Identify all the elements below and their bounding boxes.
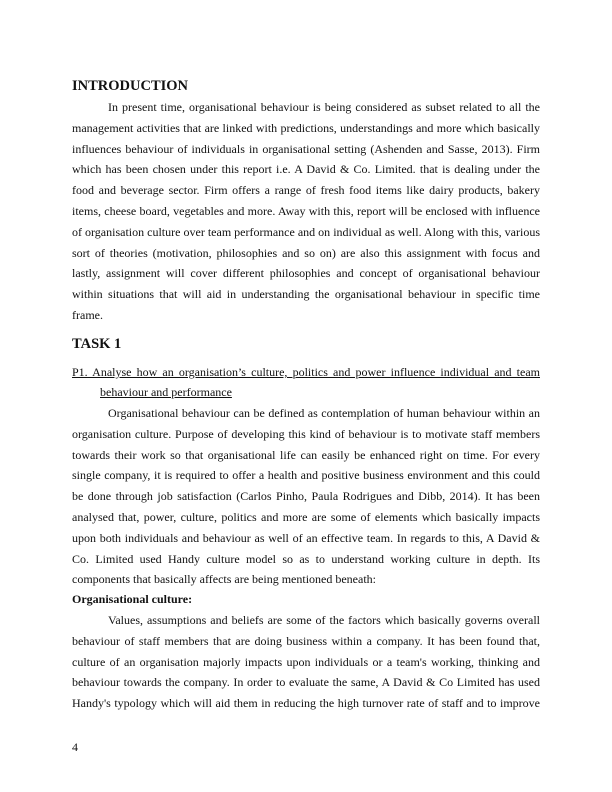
p1-subheading-block <box>72 363 540 402</box>
task1-body <box>72 403 540 590</box>
p1-subheading-text: P1. Analyse how an organisation’s culture, politics and power influence individual and team behaviour and performance <box>72 365 540 399</box>
introduction-body <box>72 97 540 326</box>
culture-body <box>72 610 540 714</box>
introduction-paragraph: In present time, organisational behaviour is being considered as subset related to all the management activities that are linked with predictions, understandings and more which basically influences behaviour of individuals in organisational setting (Ashenden and Sasse, 2013). Firm which has been chosen under this report i.e. A David & Co. Limited. that is dealing under the food and beverage sector. Firm offers a range of fresh food items like dairy products, bakery items, cheese board, vegetables and more. Away with this, report will be enclosed with influence of organisation culture over team performance and on individual as well. Along with this, various sort of theories (motivation, philosophies and so on) are also this assignment with focus and lastly, assignment will cover different philosophies and concept of organisational behaviour within situations that will aid in understanding the organisational behaviour in specific time frame. <box>72 100 540 322</box>
organisational-culture-paragraph: Values, assumptions and beliefs are some of the factors which basically governs overall behaviour of staff members that are doing business within a company. It has been found that, culture of an organisation majorly impacts upon individuals or a team's working, thinking and behaviour towards the company. In order to evaluate the same, A David & Co Limited has used Handy's typology which will aid them in reducing the high turnover rate of staff and to improve <box>72 613 540 711</box>
introduction-heading: INTRODUCTION <box>72 78 189 94</box>
task1-heading: TASK 1 <box>72 336 122 352</box>
organisational-culture-heading: Organisational culture: <box>72 592 193 606</box>
introduction-section <box>72 77 540 95</box>
task1-paragraph: Organisational behaviour can be defined as contemplation of human behaviour within an organisation culture. Purpose of developing this kind of behaviour is to motivate staff members towards their work so that organisational life can easily be enhanced right on time. For every single company, it is required to offer a health and positive business environment and this could be done through job satisfaction (Carlos Pinho, Paula Rodrigues and Dibb, 2014). It has been analysed that, power, culture, politics and more are some of elements which basically impacts upon both individuals and behaviour as well of an effective team. In regards to this, A David & Co. Limited used Handy culture model so as to understand working culture in depth. Its components that basically affects are being mentioned beneath: <box>72 406 540 587</box>
culture-section <box>72 591 540 607</box>
page-number: 4 <box>72 740 78 754</box>
task1-section <box>72 335 540 353</box>
p1-subheading <box>72 363 540 402</box>
